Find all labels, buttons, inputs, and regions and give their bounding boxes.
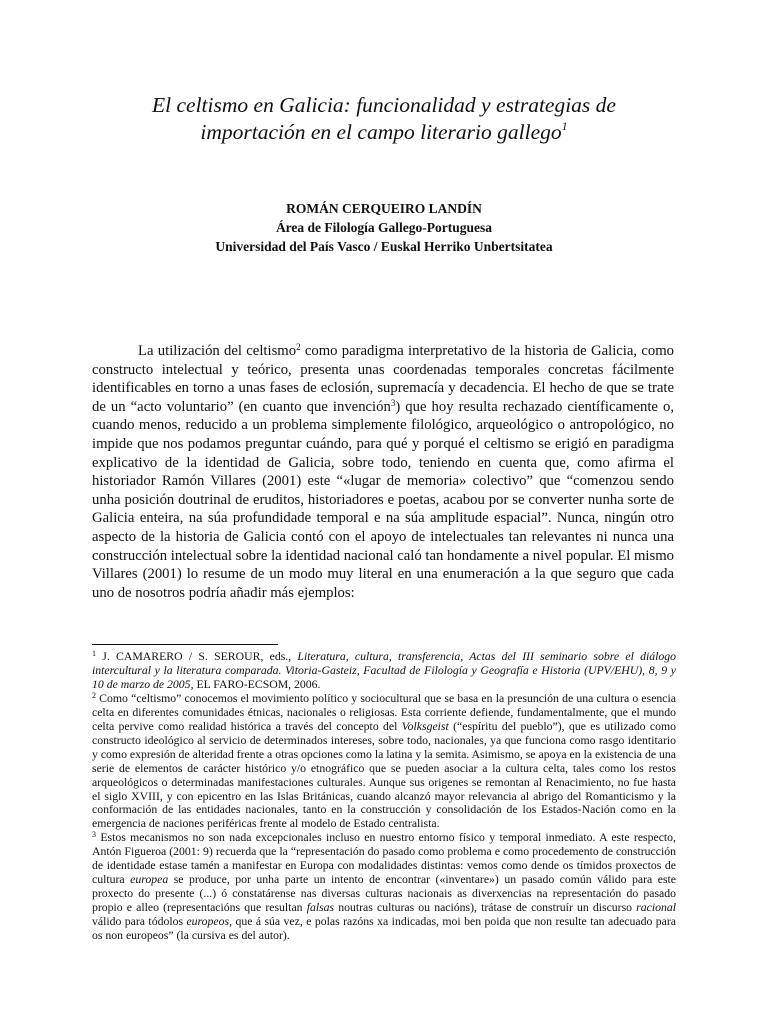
footnote-3-italic-4: europeos bbox=[186, 915, 230, 929]
footnote-3-number: 3 bbox=[92, 830, 96, 840]
author-department: Área de Filología Gallego-Portuguesa bbox=[275, 220, 493, 235]
body-text-b: como paradigma interpretativo de la historia de Galicia, como constructo intelectual y teórico, presenta unas coordenadas temporales concretas fácilmente identificables en torno a unas fases de eclosión, supremacía y decadencia. El hecho de que se trate de un “acto voluntario” (en cuanto que invención bbox=[92, 343, 674, 415]
footnote-2-text-a: Como “celtismo” conocemos el movimiento político y sociocultural que se basa en la presunción de una cultura o esencia celta en diferentes comunidades étnicas, nacionales o religiosas. Esta corriente defiende, fundamentalmente, que el mundo celta pervive como realidad histórica a través del concepto del bbox=[92, 691, 676, 733]
title-line-2 bbox=[80, 119, 688, 146]
body-paragraph bbox=[92, 342, 674, 602]
body-text-a: La utilización del celtismo bbox=[138, 343, 297, 359]
footnote-ref-1[interactable]: 1 bbox=[561, 119, 568, 133]
footnote-1-text-a: J. CAMARERO / S. SEROUR, eds., bbox=[96, 650, 298, 663]
footnote-3-text-b: se produce, por unha parte un intento de encontrar («inventare») un pasado común válido para este proxecto do presente (...) ó constatárense nas diversas culturas nacionais as diverxencias na representación do pasado propio e alleo (representacións que resultan bbox=[92, 873, 677, 915]
author-block bbox=[80, 199, 688, 256]
footnote-3-italic-2: falsas bbox=[306, 901, 335, 915]
footnote-3-text-e: , que á súa vez, e polas razóns xa indicadas, moi ben poida que non resulte tan adecuado para os non europeos” (la cursiva es del autor). bbox=[92, 915, 676, 943]
footnote-3-text-d: válido para tódolos bbox=[92, 915, 187, 929]
footnote-3-text-a: Estos mecanismos no son nada excepcionales incluso en nuestro entorno físico y temporal inmediato. A este respecto, Antón Figueroa (2001: 9) recuerda que la “representación do pasado como problema e como procedemento de construcción de identidade estase tamén a manifestar en Europa con modalidades distintas: vemos como dende os tímidos proxectos de cultura bbox=[92, 831, 676, 887]
footnote-ref-3[interactable]: 3 bbox=[390, 397, 396, 408]
title-line-1: El celtismo en Galicia: funcionalidad y estrategias de bbox=[152, 93, 616, 117]
footnote-3-italic-3: racional bbox=[636, 901, 676, 915]
footnote-3-italic-1: europea bbox=[130, 873, 169, 887]
footnote-separator bbox=[92, 644, 278, 645]
footnote-1-text-b: , EL FARO-ECSOM, 2006. bbox=[190, 677, 321, 691]
footnote-ref-2[interactable]: 2 bbox=[296, 342, 301, 352]
title-line-2-text: importación en el campo literario gallego bbox=[200, 120, 562, 144]
body-text-c: ) que hoy resulta rechazado científicamente o, cuando menos, reducido a un problema simplemente filológico, arqueológico o antropológico, no impide que nos podamos preguntar cuándo, para qué y porqué el celtismo se erigió en paradigma explicativo de la identidad de Galicia, sobre todo, teniendo en cuenta que, como afirma el historiador Ramón Villares (2001) este “«lugar de memoria» colectivo” que “comenzou sendo unha posición doutrinal de eruditos, historiadores e poetas, acabou por se converter nunha sorte de Galicia enteira, na súa profundidade temporal e na súa amplitude espacial”. Nunca, ningún otro aspecto de la historia de Galicia contó con el apoyo de intelectuales tan relevantes ni nunca una construcción intelectual sobre la identidad nacional caló tan hondamente a nivel popular. El mismo Villares (2001) lo resume de un modo muy literal en una enumeración a la que seguro que cada uno de nosotros podría añadir más ejemplos: bbox=[92, 398, 675, 601]
footnote-1 bbox=[92, 650, 676, 692]
footnote-2 bbox=[92, 692, 676, 832]
footnote-1-italic: Literatura, cultura, transferencia, Actas del III seminario sobre el diálogo intercultural y la literatura comparada. Vitoria-Gasteiz, Facultad de Filología y Geografía e Historia (UPV/EHU), 8, 9 y 10 de marzo de 2005 bbox=[92, 650, 676, 691]
paper-title bbox=[80, 92, 688, 146]
footnote-3-text-c: noutras culturas ou nacións), trátase de construír un discurso bbox=[334, 901, 637, 915]
footnote-1-number: 1 bbox=[92, 649, 96, 658]
footnote-3 bbox=[92, 831, 676, 943]
footnotes bbox=[92, 650, 676, 943]
author-name: ROMÁN CERQUEIRO LANDÍN bbox=[286, 201, 482, 216]
footnote-2-text-b: (“espíritu del pueblo”), que es utilizado como constructo ideológico al servicio de determinados intereses, sobre todo, nacionales, ya que funciona como rasgo identitario y como expresión de alteridad frente a otras opciones como la latina y la semita. Asimismo, se apoya en la existencia de una serie de elementos de carácter histórico y/o etnográfico que se pueden asociar a la cultura celta, tales como los restos arqueológicos o determinadas manifestaciones culturales. Aunque sus origenes se remontan al Renacimiento, no fue hasta el siglo XVIII, y con epicentro en las Islas Británicas, cuando alcanzó mayor relevancia al abrigo del Romanticismo y la conformación de las entidades nacionales, tanto en la construcción y consolidación de los Estados-Nación como en la emergencia de naciones periféricas frente al modelo de Estado centralista. bbox=[92, 719, 676, 831]
author-university: Universidad del País Vasco / Euskal Herriko Unbertsitatea bbox=[215, 239, 553, 254]
footnote-2-number: 2 bbox=[92, 690, 96, 700]
footnote-2-italic: Volksgeist bbox=[401, 719, 449, 733]
